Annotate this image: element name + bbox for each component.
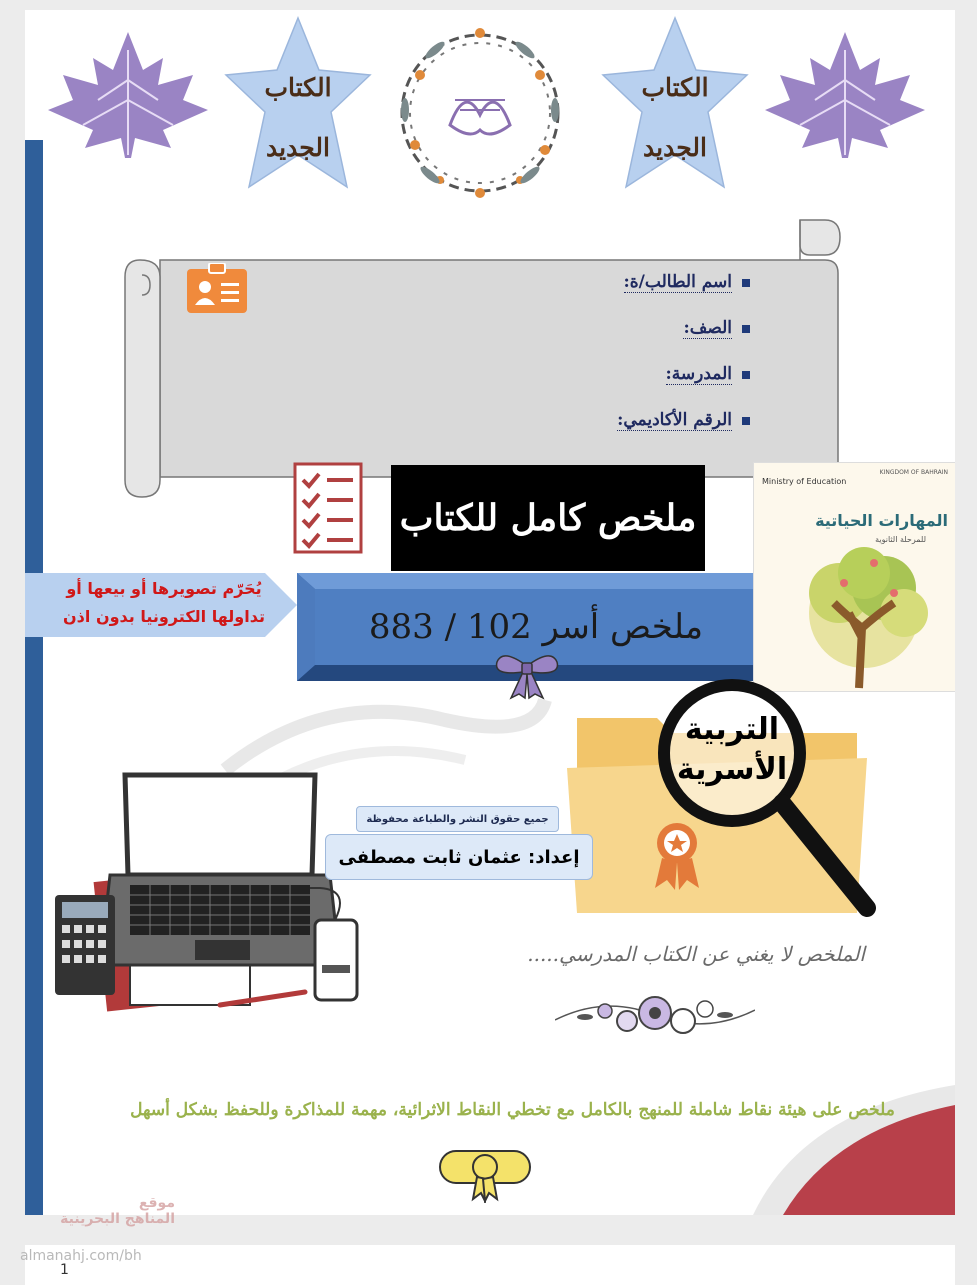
certificate-icon	[435, 1143, 535, 1207]
checklist-icon	[293, 462, 363, 558]
summary-title: ملخص كامل للكتاب	[391, 465, 705, 571]
course-code-text: ملخص أسر 102 / 883	[368, 607, 704, 647]
star-left-line1: الكتاب	[264, 73, 332, 102]
star-badge-left	[223, 15, 373, 195]
book-cover-image: KINGDOM OF BAHRAIN Ministry of Education المهارات الحياتية للمرحلة الثانوية	[753, 462, 955, 692]
field-student-name: اسم الطالب/ة:	[624, 272, 751, 293]
basmala-wreath-icon	[380, 15, 580, 214]
field-school: المدرسة:	[666, 364, 751, 385]
maple-leaf-left-icon	[43, 30, 213, 160]
bullet-icon	[742, 279, 750, 287]
disclaimer-note: الملخص لا يغني عن الكتاب المدرسي.....	[527, 942, 865, 966]
folder-magnifier-icon	[567, 678, 897, 927]
document-page	[25, 10, 955, 1215]
star-right-line2: الجديد	[643, 133, 707, 162]
id-card-icon	[187, 263, 247, 317]
page-number: 1	[60, 1262, 69, 1278]
bullet-icon	[742, 371, 750, 379]
star-badge-right	[600, 15, 750, 195]
bullet-icon	[742, 417, 750, 425]
site-watermark: موقع المناهج البحرينية	[60, 1195, 175, 1227]
author-label: إعداد: عثمان ثابت مصطفى	[325, 834, 593, 880]
maple-leaf-right-icon	[760, 30, 930, 160]
corner-curve-decoration	[743, 1070, 955, 1215]
watermark-url: almanahj.com/bh	[20, 1248, 142, 1264]
summary-description: ملخص على هيئة نقاط شاملة للمنهج بالكامل مع تخطي النقاط الاثرائية، مهمة للمذاكرة وللحفظ بشكل أسهل	[130, 1100, 895, 1120]
field-class: الصف:	[683, 318, 750, 339]
bullet-icon	[742, 325, 750, 333]
star-right-line1: الكتاب	[641, 73, 709, 102]
field-academic-number: الرقم الأكاديمي:	[617, 410, 750, 431]
tree-icon	[754, 463, 955, 691]
family-education-badge: التربية الأسرية	[676, 712, 788, 787]
laptop-desk-icon	[50, 770, 370, 1019]
left-accent-bar	[25, 140, 43, 1215]
star-left-line2: الجديد	[266, 133, 330, 162]
rights-label: جميع حقوق النشر والطباعة محفوظة	[356, 806, 559, 832]
flower-ornament-icon	[555, 985, 755, 1049]
copy-warning: يُحَرّم تصويرها أو بيعها أو تداولها الكترونيا بدون اذن	[63, 579, 265, 626]
